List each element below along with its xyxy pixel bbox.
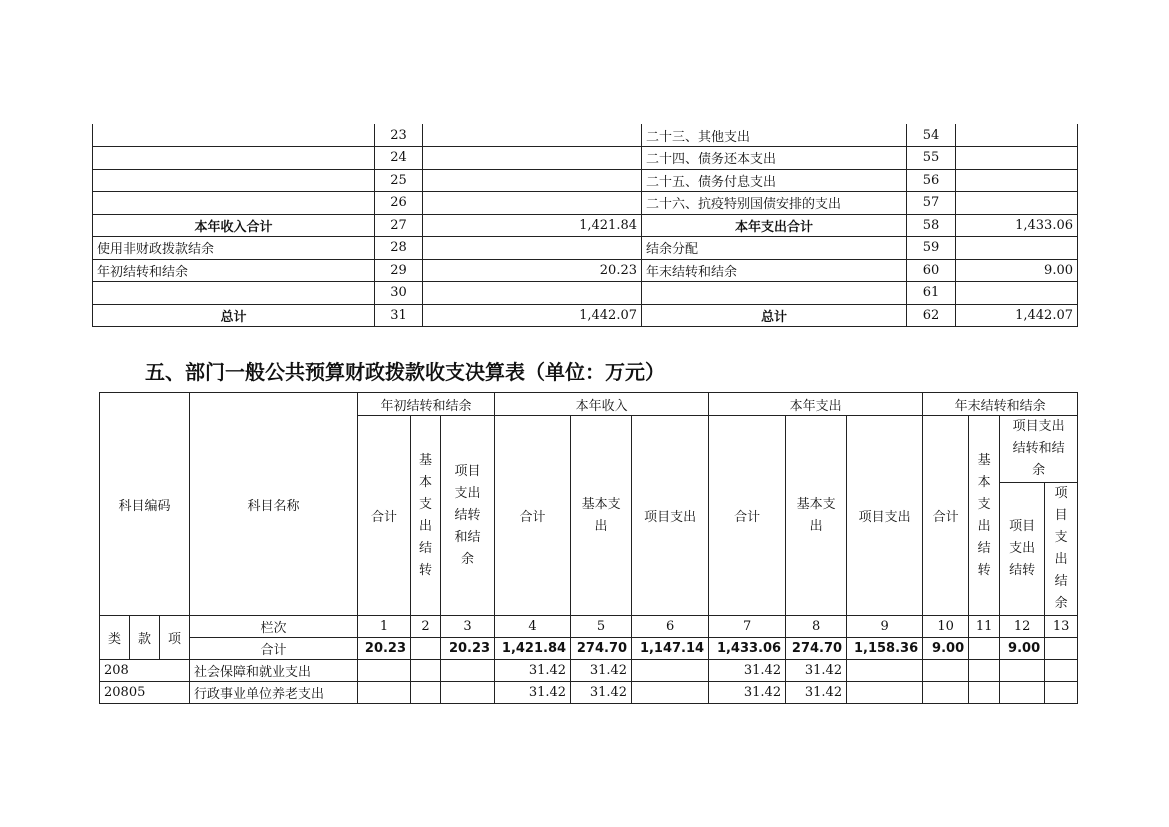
column-number-row (100, 616, 1078, 638)
header-subject-code: 科目编码 (100, 393, 190, 616)
left-row-number: 30 (375, 282, 423, 305)
total-value: 1,158.36 (847, 638, 923, 660)
left-label (93, 169, 375, 192)
right-amount (956, 124, 1078, 147)
left-row-number: 31 (375, 304, 423, 327)
header-kuan: 款 (130, 616, 160, 660)
right-amount: 1,442.07 (956, 304, 1078, 327)
header-income-total: 合计 (495, 416, 571, 616)
table-row (93, 304, 1078, 327)
total-row (100, 638, 1078, 660)
total-value: 9.00 (923, 638, 969, 660)
column-number: 10 (923, 616, 969, 638)
left-row-number: 28 (375, 237, 423, 260)
header-expense-basic-label: 基本支出 (796, 496, 836, 534)
header-group-income: 本年收入 (495, 393, 709, 416)
right-label: 二十六、抗疫特别国债安排的支出 (642, 192, 907, 215)
right-row-number: 54 (907, 124, 956, 147)
column-number: 8 (786, 616, 847, 638)
left-label (93, 192, 375, 215)
header-end-project-surplus (1045, 483, 1078, 616)
left-row-number: 26 (375, 192, 423, 215)
row-value: 31.42 (495, 660, 571, 682)
left-row-number: 24 (375, 147, 423, 170)
left-amount (423, 282, 642, 305)
right-amount: 1,433.06 (956, 214, 1078, 237)
right-amount (956, 169, 1078, 192)
right-amount (956, 282, 1078, 305)
left-amount (423, 124, 642, 147)
row-name: 社会保障和就业支出 (190, 660, 358, 682)
budget-detail-table (99, 392, 1078, 704)
total-value: 9.00 (1000, 638, 1045, 660)
row-value (969, 682, 1000, 704)
header-begin-total: 合计 (358, 416, 411, 616)
left-amount: 1,442.07 (423, 304, 642, 327)
header-subject-name: 科目名称 (190, 393, 358, 616)
total-value (1045, 638, 1078, 660)
header-lei: 类 (100, 616, 130, 660)
header-end-total: 合计 (923, 416, 969, 616)
left-amount (423, 237, 642, 260)
total-value: 20.23 (441, 638, 495, 660)
column-number: 5 (571, 616, 632, 638)
left-amount (423, 192, 642, 215)
income-expense-summary-table (92, 124, 1078, 327)
row-value (1000, 682, 1045, 704)
header-income-project: 项目支出 (632, 416, 709, 616)
left-amount: 1,421.84 (423, 214, 642, 237)
column-number: 4 (495, 616, 571, 638)
total-value: 274.70 (571, 638, 632, 660)
table-row (93, 237, 1078, 260)
row-code: 20805 (100, 682, 190, 704)
right-amount (956, 237, 1078, 260)
column-number: 12 (1000, 616, 1045, 638)
header-row-groups (100, 393, 1078, 416)
header-begin-project (441, 416, 495, 616)
left-row-number: 29 (375, 259, 423, 282)
left-row-number: 27 (375, 214, 423, 237)
left-row-number: 23 (375, 124, 423, 147)
right-label: 总计 (642, 304, 907, 327)
header-group-expense: 本年支出 (709, 393, 923, 416)
table-row (100, 682, 1078, 704)
right-row-number: 59 (907, 237, 956, 260)
header-group-end: 年末结转和结余 (923, 393, 1078, 416)
header-end-basic (969, 416, 1000, 616)
header-expense-basic (786, 416, 847, 616)
header-xiang: 项 (160, 616, 190, 660)
total-value (969, 638, 1000, 660)
row-value (1045, 660, 1078, 682)
left-label: 总计 (93, 304, 375, 327)
header-begin-basic (411, 416, 441, 616)
row-value (847, 660, 923, 682)
left-label (93, 282, 375, 305)
header-end-project-carry-label: 项目支出结转 (1009, 519, 1036, 578)
column-number: 1 (358, 616, 411, 638)
row-value (441, 660, 495, 682)
row-value: 31.42 (786, 660, 847, 682)
right-label: 二十五、债务付息支出 (642, 169, 907, 192)
left-label (93, 147, 375, 170)
row-value (411, 682, 441, 704)
row-code: 208 (100, 660, 190, 682)
right-amount (956, 192, 1078, 215)
row-value: 31.42 (495, 682, 571, 704)
right-label: 本年支出合计 (642, 214, 907, 237)
left-amount: 20.23 (423, 259, 642, 282)
table-row (93, 192, 1078, 215)
row-value: 31.42 (786, 682, 847, 704)
total-value: 1,433.06 (709, 638, 786, 660)
right-label: 二十三、其他支出 (642, 124, 907, 147)
left-label: 年初结转和结余 (93, 259, 375, 282)
row-value (358, 660, 411, 682)
right-row-number: 55 (907, 147, 956, 170)
row-value (847, 682, 923, 704)
column-number: 2 (411, 616, 441, 638)
header-end-project-group-label: 项目支出结转和结余 (1012, 419, 1065, 478)
column-number: 9 (847, 616, 923, 638)
left-label: 本年收入合计 (93, 214, 375, 237)
row-value (411, 660, 441, 682)
header-end-project-carry (1000, 483, 1045, 616)
row-name: 行政事业单位养老支出 (190, 682, 358, 704)
right-row-number: 56 (907, 169, 956, 192)
total-value (411, 638, 441, 660)
right-label: 结余分配 (642, 237, 907, 260)
header-end-basic-label: 基本支出结转 (977, 452, 991, 578)
header-begin-project-label: 项目支出结转和结余 (454, 463, 481, 567)
right-label: 年末结转和结余 (642, 259, 907, 282)
column-number: 3 (441, 616, 495, 638)
table-row (93, 147, 1078, 170)
table-row (100, 660, 1078, 682)
table-row (93, 214, 1078, 237)
column-number: 13 (1045, 616, 1078, 638)
header-group-begin: 年初结转和结余 (358, 393, 495, 416)
row-value (632, 682, 709, 704)
left-label: 使用非财政拨款结余 (93, 237, 375, 260)
right-amount (956, 147, 1078, 170)
row-value (923, 660, 969, 682)
total-value: 274.70 (786, 638, 847, 660)
row-value (969, 660, 1000, 682)
left-amount (423, 169, 642, 192)
table-row (93, 282, 1078, 305)
table-row (93, 259, 1078, 282)
header-column-order: 栏次 (190, 616, 358, 638)
row-value: 31.42 (571, 682, 632, 704)
header-expense-total: 合计 (709, 416, 786, 616)
row-value: 31.42 (709, 660, 786, 682)
column-number: 11 (969, 616, 1000, 638)
right-row-number: 58 (907, 214, 956, 237)
row-value (358, 682, 411, 704)
header-end-project-surplus-label: 项目支出结余 (1054, 486, 1068, 611)
right-label (642, 282, 907, 305)
row-value: 31.42 (709, 682, 786, 704)
row-value: 31.42 (571, 660, 632, 682)
row-value (632, 660, 709, 682)
header-income-basic-label: 基本支出 (581, 496, 621, 534)
left-amount (423, 147, 642, 170)
total-value: 1,147.14 (632, 638, 709, 660)
total-value: 20.23 (358, 638, 411, 660)
table-row (93, 169, 1078, 192)
row-value (1000, 660, 1045, 682)
right-row-number: 57 (907, 192, 956, 215)
total-label: 合计 (190, 638, 358, 660)
right-row-number: 60 (907, 259, 956, 282)
section-title: 五、部门一般公共预算财政拨款收支决算表（单位：万元） (145, 360, 665, 384)
row-value (1045, 682, 1078, 704)
right-amount: 9.00 (956, 259, 1078, 282)
left-row-number: 25 (375, 169, 423, 192)
right-row-number: 62 (907, 304, 956, 327)
row-value (923, 682, 969, 704)
header-expense-project: 项目支出 (847, 416, 923, 616)
header-income-basic (571, 416, 632, 616)
column-number: 6 (632, 616, 709, 638)
total-value: 1,421.84 (495, 638, 571, 660)
table-row (93, 124, 1078, 147)
header-begin-basic-label: 基本支出结转 (419, 452, 433, 578)
left-label (93, 124, 375, 147)
header-end-project-group (1000, 416, 1078, 483)
right-row-number: 61 (907, 282, 956, 305)
right-label: 二十四、债务还本支出 (642, 147, 907, 170)
column-number: 7 (709, 616, 786, 638)
row-value (441, 682, 495, 704)
